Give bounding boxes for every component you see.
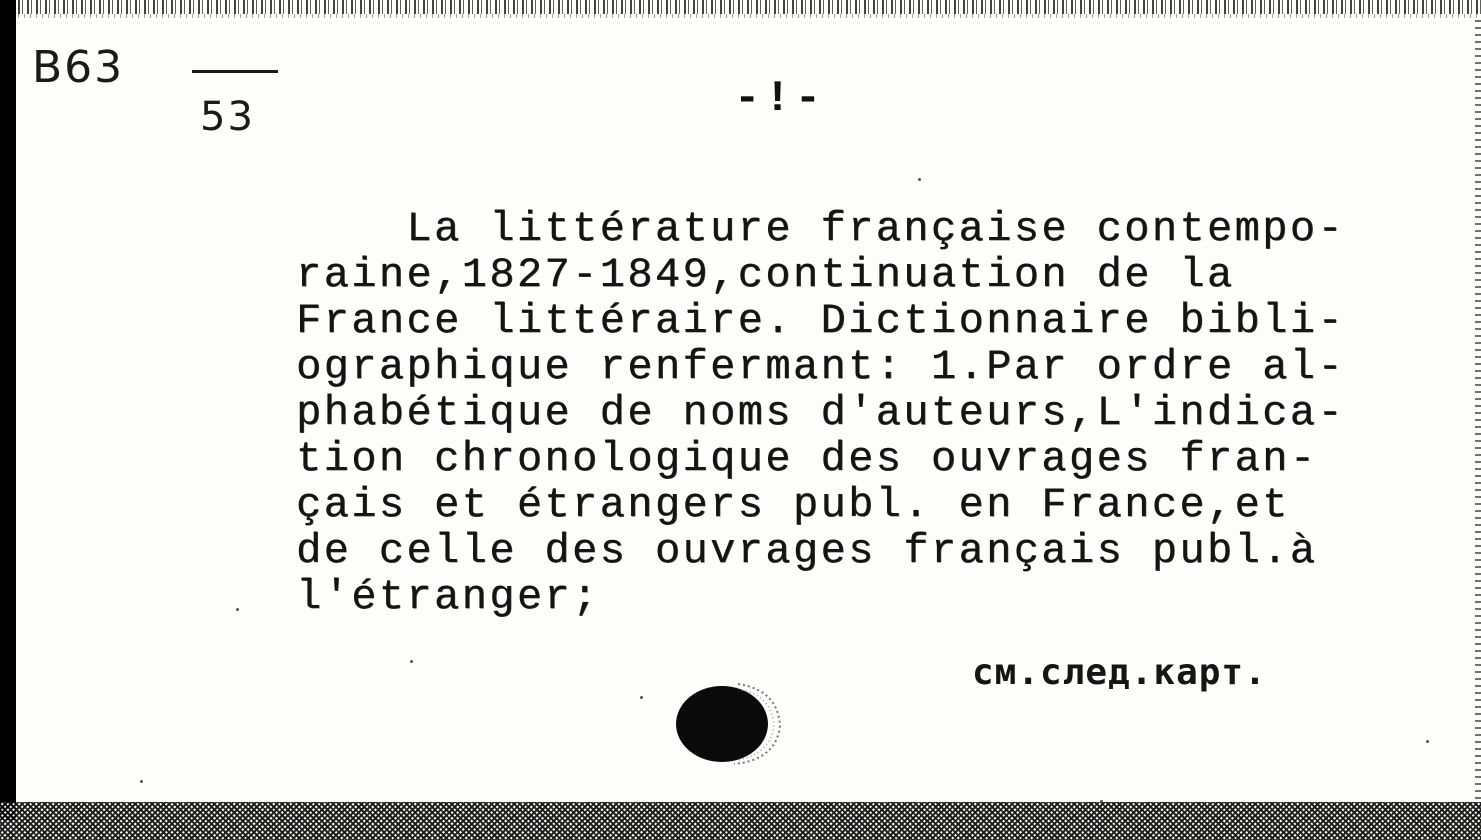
scan-speck: [918, 178, 921, 181]
scan-speck: [410, 660, 413, 663]
shelfmark-divider: [192, 70, 278, 73]
entry-line: tion chronologique des ouvrages fran-: [296, 435, 1318, 483]
page-marker: -!-: [734, 74, 826, 124]
scan-edge-top: [0, 0, 1481, 14]
shelfmark-number: B63: [32, 42, 125, 93]
scan-speck: [1100, 800, 1103, 803]
entry-line: ographique renfermant: 1.Par ordre al-: [296, 343, 1345, 391]
scan-edge-bottom: [0, 802, 1481, 840]
entry-line: France littéraire. Dictionnaire bibli-: [296, 297, 1345, 345]
scan-speck: [236, 608, 239, 611]
entry-line: çais et étrangers publ. en France,et: [296, 481, 1290, 529]
entry-line: phabétique de noms d'auteurs,L'indica-: [296, 389, 1345, 437]
entry-line: l'étranger;: [296, 573, 600, 621]
entry-line: La littérature française contempo-: [296, 205, 1345, 253]
scan-edge-left: [0, 0, 16, 820]
scan-edge-top-noise: [0, 14, 1481, 18]
entry-line: raine,1827-1849,continuation de la: [296, 251, 1235, 299]
see-next-card-note: см.след.карт.: [972, 652, 1267, 693]
scan-speck: [640, 696, 643, 699]
scan-speck: [140, 780, 143, 783]
entry-line: de celle des ouvrages français publ.à: [296, 527, 1318, 575]
shelfmark-denominator: 53: [200, 94, 255, 140]
punch-hole-icon: [668, 676, 786, 768]
scan-speck: [1426, 740, 1429, 743]
bibliographic-entry: [296, 206, 1476, 620]
